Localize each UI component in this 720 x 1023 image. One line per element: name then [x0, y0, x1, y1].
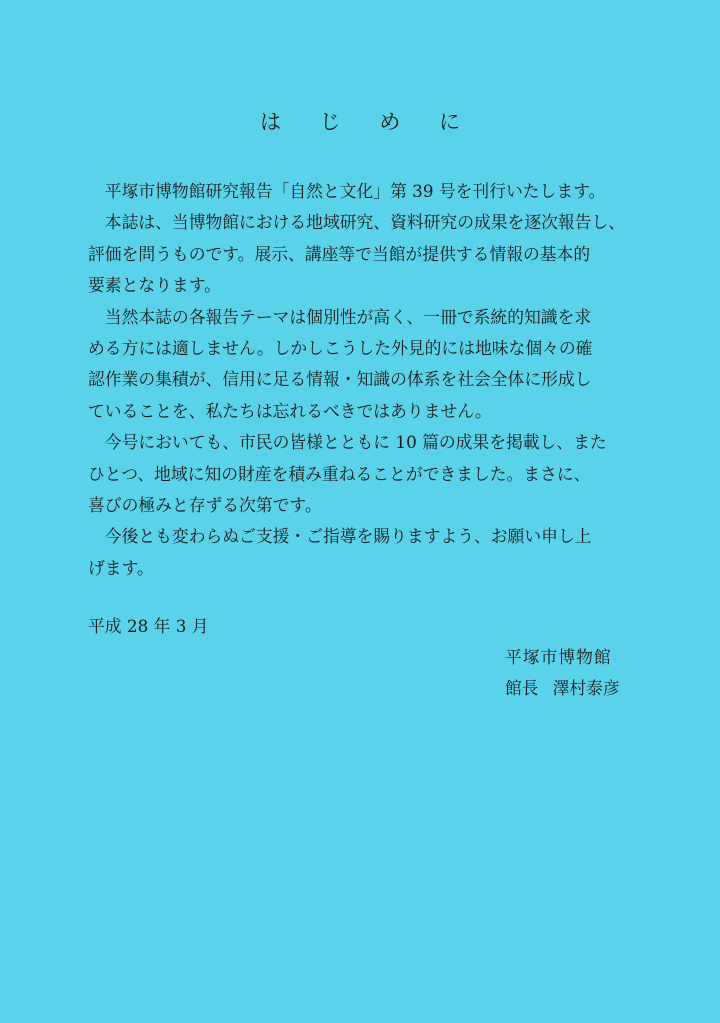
text-line: 本誌は、当博物館における地域研究、資料研究の成果を逐次報告し、: [88, 212, 626, 233]
text-line: 評価を問うものです。展示、講座等で当館が提供する情報の基本的: [88, 243, 591, 264]
text-line: 認作業の集積が、信用に足る情報・知識の体系を社会全体に形成し: [88, 369, 592, 390]
text-line: 当然本誌の各報告テーマは個別性が高く、一冊で系統的知識を求: [88, 306, 592, 327]
paragraph-4: [88, 427, 633, 521]
signature-name-line: [505, 673, 620, 704]
text-line: 平塚市博物館研究報告「自然と文化」第 39 号を刊行いたします。: [88, 181, 606, 201]
paragraph-1: [88, 176, 633, 207]
document-body: [88, 176, 633, 584]
text-line: ひとつ、地域に知の財産を積み重ねることができました。まさに、: [88, 463, 591, 484]
paragraph-2: [88, 207, 633, 301]
signature-role: 館長: [505, 678, 539, 698]
text-line: 要素となります。: [88, 275, 221, 296]
paragraph-3: [88, 302, 633, 428]
signature-organization: 平塚市博物館: [505, 647, 612, 667]
text-line: める方には適しません。しかしこうした外見的には地味な個々の確: [88, 338, 593, 359]
publication-date: 平成 28 年 3 月: [88, 616, 209, 636]
text-line: げます。: [88, 557, 154, 578]
document-title: は じ め に: [259, 110, 477, 134]
text-line: 喜びの極みと存ずる次第です。: [88, 495, 322, 516]
paragraph-5: [88, 521, 633, 584]
text-line: ていることを、私たちは忘れるべきではありません。: [88, 400, 492, 421]
signature-name: 澤村泰彦: [552, 678, 620, 698]
text-line: 今号においても、市民の皆様とともに 10 篇の成果を掲載し、また: [88, 432, 607, 453]
text-line: 今後とも変わらぬご支援・ご指導を賜りますよう、お願い申し上: [88, 526, 592, 547]
